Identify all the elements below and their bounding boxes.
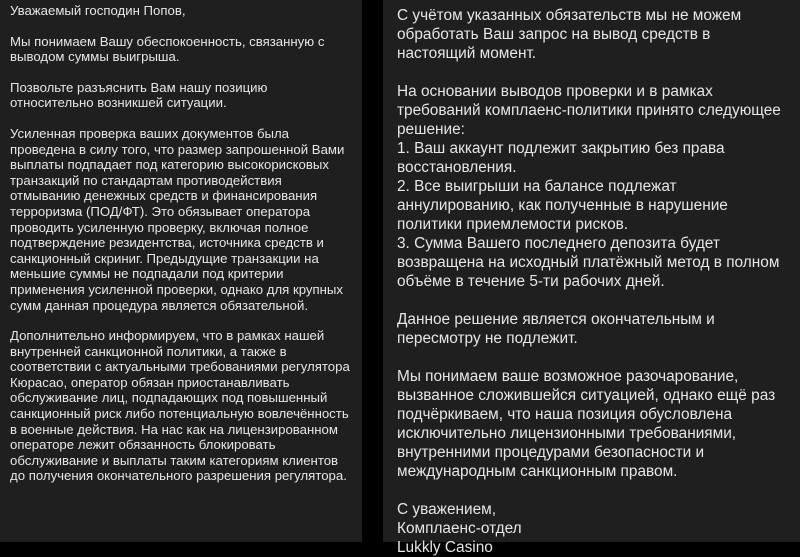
decision-item-3: 3. Сумма Вашего последнего депозита будет возвращена на исходный платёжный метод в полном объёме в течение 5-ти рабочих дней. [397, 235, 780, 290]
paragraph-disappointment: Мы понимаем ваше возможное разочарование, вызванное сложившейся ситуацией, однако ещё раз подчёркиваем, что наша позиция обусловлена исключительно лицензионными требованиями, внутренними процедурами безопасности и международным санкционным правом. [397, 368, 776, 480]
paragraph-verification: Усиленная проверка ваших документов была проведена в силу того, что размер запрошенной Вами выплаты подпадает под категорию высокорисковых транзакций по стандартам противодействия отмыванию денежных средств и финансирования терроризма (ПОД/ФТ). Это обязывает оператора проводить усиленную проверку, включая полное подтверждение резидентства, источника средств и санкционный скриниг. Предыдущие транзакции на меньшие суммы не подпадали под критерии применения усиленной проверки, однако для крупных сумм данная процедура является обязательной. [10, 125, 345, 313]
greeting: Уважаемый господин Попов, [10, 3, 186, 18]
decision-item-1: 1. Ваш аккаунт подлежит закрытию без права восстановления. [397, 140, 725, 176]
paragraph-obligations: С учётом указанных обязательств мы не можем обработать Ваш запрос на вывод средств в настоящий момент. [397, 7, 742, 62]
signature-company: Lukkly Casino [397, 539, 493, 556]
signature-department: Комплаенс-отдел [397, 520, 522, 537]
signature-regards: С уважением, [397, 501, 497, 518]
paragraph-position: Позвольте разъяснить Вам нашу позицию относительно возникшей ситуации. [10, 79, 268, 111]
message-right [383, 0, 800, 556]
decision-item-2: 2. Все выигрыши на балансе подлежат аннулированию, как полученные в нарушение политики приемлемости рисков. [397, 178, 728, 233]
decision-intro: На основании выводов проверки и в рамках требований комплаенс-политики принято следующее решение: [397, 83, 781, 138]
signature [397, 500, 792, 557]
paragraph-final: Данное решение является окончательным и пересмотру не подлежит. [397, 311, 715, 347]
decision-block [397, 82, 792, 291]
paragraph-sanctions: Дополнительно информируем, что в рамках нашей внутренней санкционной политики, а также в соответствии с актуальными требованиями регулятора Кюрасао, оператор обязан приостанавливать обслуживание лиц, подпадающих под повышенный санкционный риск либо потенциальную вовлечённость в военные действия. На нас как на лицензированном операторе лежит обязанность блокировать обслуживание и выплаты таким категориям клиентов до получения окончательного разрешения регулятора. [10, 328, 350, 484]
paragraph-concern: Мы понимаем Вашу обеспокоенность, связанную с выводом суммы выигрыша. [10, 33, 325, 65]
message-left [0, 0, 362, 542]
